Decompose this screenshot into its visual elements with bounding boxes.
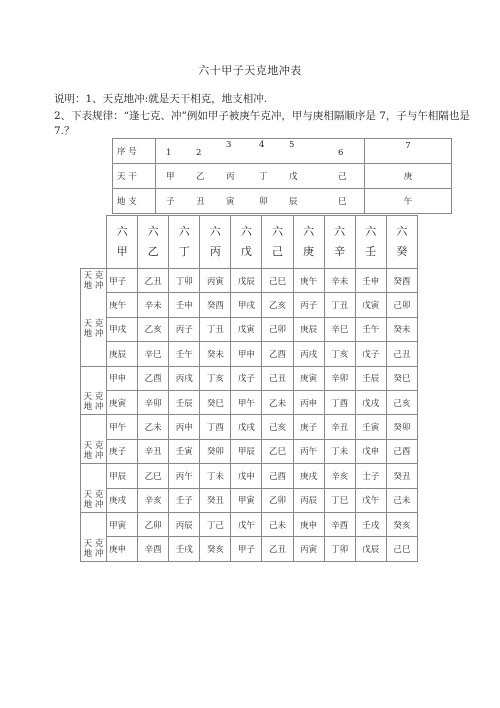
table-cell: 己卯 xyxy=(386,293,417,317)
corner-cell xyxy=(81,216,107,269)
table-cell: 丙午 xyxy=(293,439,324,463)
column-header xyxy=(107,216,138,269)
header-bottom-char: 癸 xyxy=(396,245,408,258)
side-label-cell xyxy=(81,366,107,390)
seq-numbers-cell xyxy=(156,139,365,164)
column-header xyxy=(386,216,417,269)
zhi-7: 午 xyxy=(365,189,452,214)
table-cell: 己亥 xyxy=(386,390,417,414)
table-cell: 辛卯 xyxy=(324,366,355,390)
table-cell: 乙巳 xyxy=(262,439,293,463)
header-bottom-char: 戊 xyxy=(240,245,252,258)
table-cell: 辛亥 xyxy=(138,488,169,512)
table-cell: 丙子 xyxy=(293,293,324,317)
table-cell: 辛酉 xyxy=(324,512,355,536)
table-cell: 癸巳 xyxy=(386,366,417,390)
table-cell: 庚戌 xyxy=(293,464,324,488)
table-cell: 丁亥 xyxy=(200,366,231,390)
seq-num-2: 2 xyxy=(196,148,202,158)
seq-row xyxy=(113,139,452,164)
table-row xyxy=(81,488,418,512)
table-cell: 庚辰 xyxy=(107,342,138,366)
side-label-cell xyxy=(81,512,107,536)
table-cell: 癸巳 xyxy=(200,390,231,414)
page-title: 六十甲子天克地冲表 xyxy=(198,64,302,77)
table-cell: 乙丑 xyxy=(138,269,169,293)
table-row xyxy=(81,537,418,561)
table-cell: 癸卯 xyxy=(386,415,417,439)
table-cell: 戊午 xyxy=(231,512,262,536)
column-header xyxy=(324,216,355,269)
note-line-2: 2、下表规律：“逢七克、冲”例如甲子被庚午克冲，甲与庚相隔顺序是 7，子与午相隔也是 7.？ xyxy=(54,110,470,137)
table-row xyxy=(81,390,418,414)
table-cell: 丁未 xyxy=(324,439,355,463)
seq-num-5: 5 xyxy=(289,140,295,150)
table-cell: 己未 xyxy=(262,512,293,536)
table-cell: 癸酉 xyxy=(200,293,231,317)
table-cell: 壬午 xyxy=(355,317,386,341)
sixty-jiazi-table xyxy=(80,215,418,562)
table-cell: 丙戌 xyxy=(293,342,324,366)
gan-label: 天 干 xyxy=(113,164,156,189)
table-cell: 丁酉 xyxy=(200,415,231,439)
header-top-char: 六 xyxy=(334,225,346,238)
gan-7: 庚 xyxy=(365,164,452,189)
table-cell: 丙寅 xyxy=(293,537,324,561)
zhi-2: 丑 xyxy=(196,197,205,207)
sequence-table xyxy=(112,138,452,214)
note-line-1: 说明：1、天克地冲:就是天干相克，地支相冲. xyxy=(54,93,268,105)
table-row xyxy=(81,293,418,317)
side-label-cell xyxy=(81,293,107,317)
side-label-cell xyxy=(81,342,107,366)
side-label-cell xyxy=(81,269,107,293)
table-cell: 癸亥 xyxy=(386,512,417,536)
column-header xyxy=(200,216,231,269)
table-cell: 己丑 xyxy=(262,366,293,390)
table-cell: 己卯 xyxy=(262,317,293,341)
gan-3: 丙 xyxy=(226,172,235,182)
table-cell: 甲寅 xyxy=(107,512,138,536)
table-row xyxy=(81,464,418,488)
column-header xyxy=(231,216,262,269)
table-cell: 丁亥 xyxy=(324,342,355,366)
side-label-cell xyxy=(81,390,107,414)
table-cell: 戊戌 xyxy=(355,390,386,414)
table-cell: 乙酉 xyxy=(262,342,293,366)
table-cell: 戊申 xyxy=(231,464,262,488)
table-cell: 丙子 xyxy=(169,317,200,341)
table-cell: 己亥 xyxy=(262,415,293,439)
table-cell: 庚子 xyxy=(293,415,324,439)
side-label: 天 克 地 冲 xyxy=(83,319,104,340)
table-cell: 甲子 xyxy=(231,537,262,561)
table-cell: 戊子 xyxy=(355,342,386,366)
table-cell: 庚午 xyxy=(293,269,324,293)
zhi-row xyxy=(113,189,452,214)
seq-num-7: 7 xyxy=(365,139,452,164)
table-cell: 丁巳 xyxy=(324,488,355,512)
table-cell: 乙未 xyxy=(138,415,169,439)
table-cell: 癸亥 xyxy=(200,537,231,561)
table-cell: 辛酉 xyxy=(138,537,169,561)
table-row xyxy=(81,512,418,536)
header-bottom-char: 甲 xyxy=(116,245,128,258)
gan-1: 甲 xyxy=(166,172,175,182)
table-cell: 甲戌 xyxy=(231,293,262,317)
column-header xyxy=(262,216,293,269)
side-label-cell xyxy=(81,537,107,561)
table-cell: 乙未 xyxy=(262,390,293,414)
side-label: 天 克 地 冲 xyxy=(83,392,104,413)
table-cell: 庚寅 xyxy=(107,390,138,414)
table-cell: 士子 xyxy=(355,464,386,488)
table-cell: 丁己 xyxy=(200,512,231,536)
table-cell: 甲申 xyxy=(107,366,138,390)
table-cell: 戊申 xyxy=(355,439,386,463)
table-cell: 辛卯 xyxy=(138,390,169,414)
table-cell: 癸未 xyxy=(200,342,231,366)
table-cell: 乙巳 xyxy=(138,464,169,488)
side-label: 天 克 地 冲 xyxy=(83,538,104,559)
table-row xyxy=(81,439,418,463)
table-cell: 乙亥 xyxy=(138,317,169,341)
gan-4: 丁 xyxy=(259,172,268,182)
table-cell: 庚午 xyxy=(107,293,138,317)
table-cell: 丁丑 xyxy=(200,317,231,341)
table-cell: 丙寅 xyxy=(200,269,231,293)
table-cell: 庚寅 xyxy=(293,366,324,390)
table-cell: 壬寅 xyxy=(355,415,386,439)
column-header xyxy=(355,216,386,269)
zhi-6: 巳 xyxy=(338,197,347,207)
column-header xyxy=(169,216,200,269)
header-top-char: 六 xyxy=(209,225,221,238)
table-cell: 癸卯 xyxy=(200,439,231,463)
table-cell: 癸未 xyxy=(386,317,417,341)
header-bottom-char: 庚 xyxy=(303,245,315,258)
table-cell: 辛未 xyxy=(324,269,355,293)
table-cell: 丙辰 xyxy=(293,488,324,512)
table-cell: 壬寅 xyxy=(169,439,200,463)
table-cell: 甲子 xyxy=(107,269,138,293)
table-cell: 辛巳 xyxy=(138,342,169,366)
table-cell: 壬戌 xyxy=(169,537,200,561)
table-cell: 丙戌 xyxy=(169,366,200,390)
header-bottom-char: 壬 xyxy=(365,245,377,258)
header-top-char: 六 xyxy=(178,225,190,238)
table-cell: 庚子 xyxy=(107,439,138,463)
zhi-3: 寅 xyxy=(226,197,235,207)
seq-label: 序 号 xyxy=(113,139,156,164)
header-top-char: 六 xyxy=(303,225,315,238)
table-cell: 辛未 xyxy=(138,293,169,317)
gan-5: 戊 xyxy=(289,172,298,182)
table-cell: 戊寅 xyxy=(355,293,386,317)
table-cell: 丁未 xyxy=(200,464,231,488)
column-header xyxy=(138,216,169,269)
side-label: 天 克 地 冲 xyxy=(83,270,104,291)
table-cell: 己酉 xyxy=(262,464,293,488)
table-cell: 甲申 xyxy=(231,342,262,366)
table-cell: 壬申 xyxy=(355,269,386,293)
table-cell: 乙酉 xyxy=(138,366,169,390)
table-row xyxy=(81,269,418,293)
table-cell: 壬午 xyxy=(169,342,200,366)
table-cell: 己丑 xyxy=(386,342,417,366)
table-cell: 辛丑 xyxy=(138,439,169,463)
table-cell: 丙申 xyxy=(293,390,324,414)
table-cell: 甲午 xyxy=(231,390,262,414)
table-cell: 己酉 xyxy=(386,439,417,463)
header-bottom-char: 乙 xyxy=(147,245,159,258)
table-cell: 乙丑 xyxy=(262,537,293,561)
table-cell: 乙卯 xyxy=(138,512,169,536)
seq-num-4: 4 xyxy=(259,140,265,150)
header-top-char: 六 xyxy=(271,225,283,238)
header-top-char: 六 xyxy=(116,225,128,238)
table-cell: 庚辰 xyxy=(293,317,324,341)
table-cell: 己巳 xyxy=(386,537,417,561)
table-cell: 丙午 xyxy=(169,464,200,488)
header-bottom-char: 丁 xyxy=(178,245,190,258)
table-cell: 庚戌 xyxy=(107,488,138,512)
table-cell: 庚申 xyxy=(293,512,324,536)
zhi-values-cell xyxy=(156,189,365,214)
header-bottom-char: 丙 xyxy=(209,245,221,258)
gan-row xyxy=(113,164,452,189)
header-top-char: 六 xyxy=(365,225,377,238)
table-cell: 辛巳 xyxy=(324,317,355,341)
header-top-char: 六 xyxy=(240,225,252,238)
header-bottom-char: 己 xyxy=(271,245,283,258)
table-cell: 乙卯 xyxy=(262,488,293,512)
side-label: 天 克 地 冲 xyxy=(83,489,104,510)
side-label-cell xyxy=(81,415,107,439)
table-cell: 癸丑 xyxy=(200,488,231,512)
table-cell: 己未 xyxy=(386,488,417,512)
table-cell: 戊辰 xyxy=(355,537,386,561)
table-row xyxy=(81,342,418,366)
table-cell: 戊午 xyxy=(355,488,386,512)
side-label-cell xyxy=(81,488,107,512)
table-cell: 辛亥 xyxy=(324,464,355,488)
table-cell: 己巳 xyxy=(262,269,293,293)
table-cell: 壬辰 xyxy=(355,366,386,390)
table-cell: 甲寅 xyxy=(231,488,262,512)
table-cell: 丁丑 xyxy=(324,293,355,317)
table-cell: 辛丑 xyxy=(324,415,355,439)
seq-num-6: 6 xyxy=(338,148,344,158)
table-cell: 甲辰 xyxy=(231,439,262,463)
header-top-char: 六 xyxy=(396,225,408,238)
table-cell: 戊寅 xyxy=(231,317,262,341)
table-cell: 戊戌 xyxy=(231,415,262,439)
table-cell: 癸丑 xyxy=(386,464,417,488)
table-cell: 壬申 xyxy=(169,293,200,317)
table-cell: 丁卯 xyxy=(324,537,355,561)
table-cell: 甲戌 xyxy=(107,317,138,341)
zhi-5: 辰 xyxy=(289,197,298,207)
side-label-cell xyxy=(81,439,107,463)
table-cell: 丁卯 xyxy=(169,269,200,293)
zhi-1: 子 xyxy=(166,197,175,207)
seq-num-1: 1 xyxy=(166,148,172,158)
zhi-label: 地 支 xyxy=(113,189,156,214)
table-cell: 壬辰 xyxy=(169,390,200,414)
table-row xyxy=(81,317,418,341)
header-top-char: 六 xyxy=(147,225,159,238)
gan-2: 乙 xyxy=(196,172,205,182)
column-header xyxy=(293,216,324,269)
table-cell: 丙辰 xyxy=(169,512,200,536)
gan-values-cell xyxy=(156,164,365,189)
zhi-4: 卯 xyxy=(259,197,268,207)
table-cell: 丁酉 xyxy=(324,390,355,414)
table-cell: 壬戌 xyxy=(355,512,386,536)
gan-6: 己 xyxy=(338,172,347,182)
table-cell: 乙亥 xyxy=(262,293,293,317)
side-label-cell xyxy=(81,464,107,488)
table-row xyxy=(81,415,418,439)
side-label-cell xyxy=(81,317,107,341)
seq-num-3: 3 xyxy=(226,140,232,150)
table-cell: 戊辰 xyxy=(231,269,262,293)
table-cell: 甲午 xyxy=(107,415,138,439)
table-cell: 癸酉 xyxy=(386,269,417,293)
table-cell: 甲辰 xyxy=(107,464,138,488)
header-bottom-char: 辛 xyxy=(334,245,346,258)
table-cell: 戊子 xyxy=(231,366,262,390)
side-label: 天 克 地 冲 xyxy=(83,441,104,462)
table-cell: 丙申 xyxy=(169,415,200,439)
table-cell: 壬子 xyxy=(169,488,200,512)
table-cell: 庚申 xyxy=(107,537,138,561)
header-row xyxy=(81,216,418,269)
table-row xyxy=(81,366,418,390)
